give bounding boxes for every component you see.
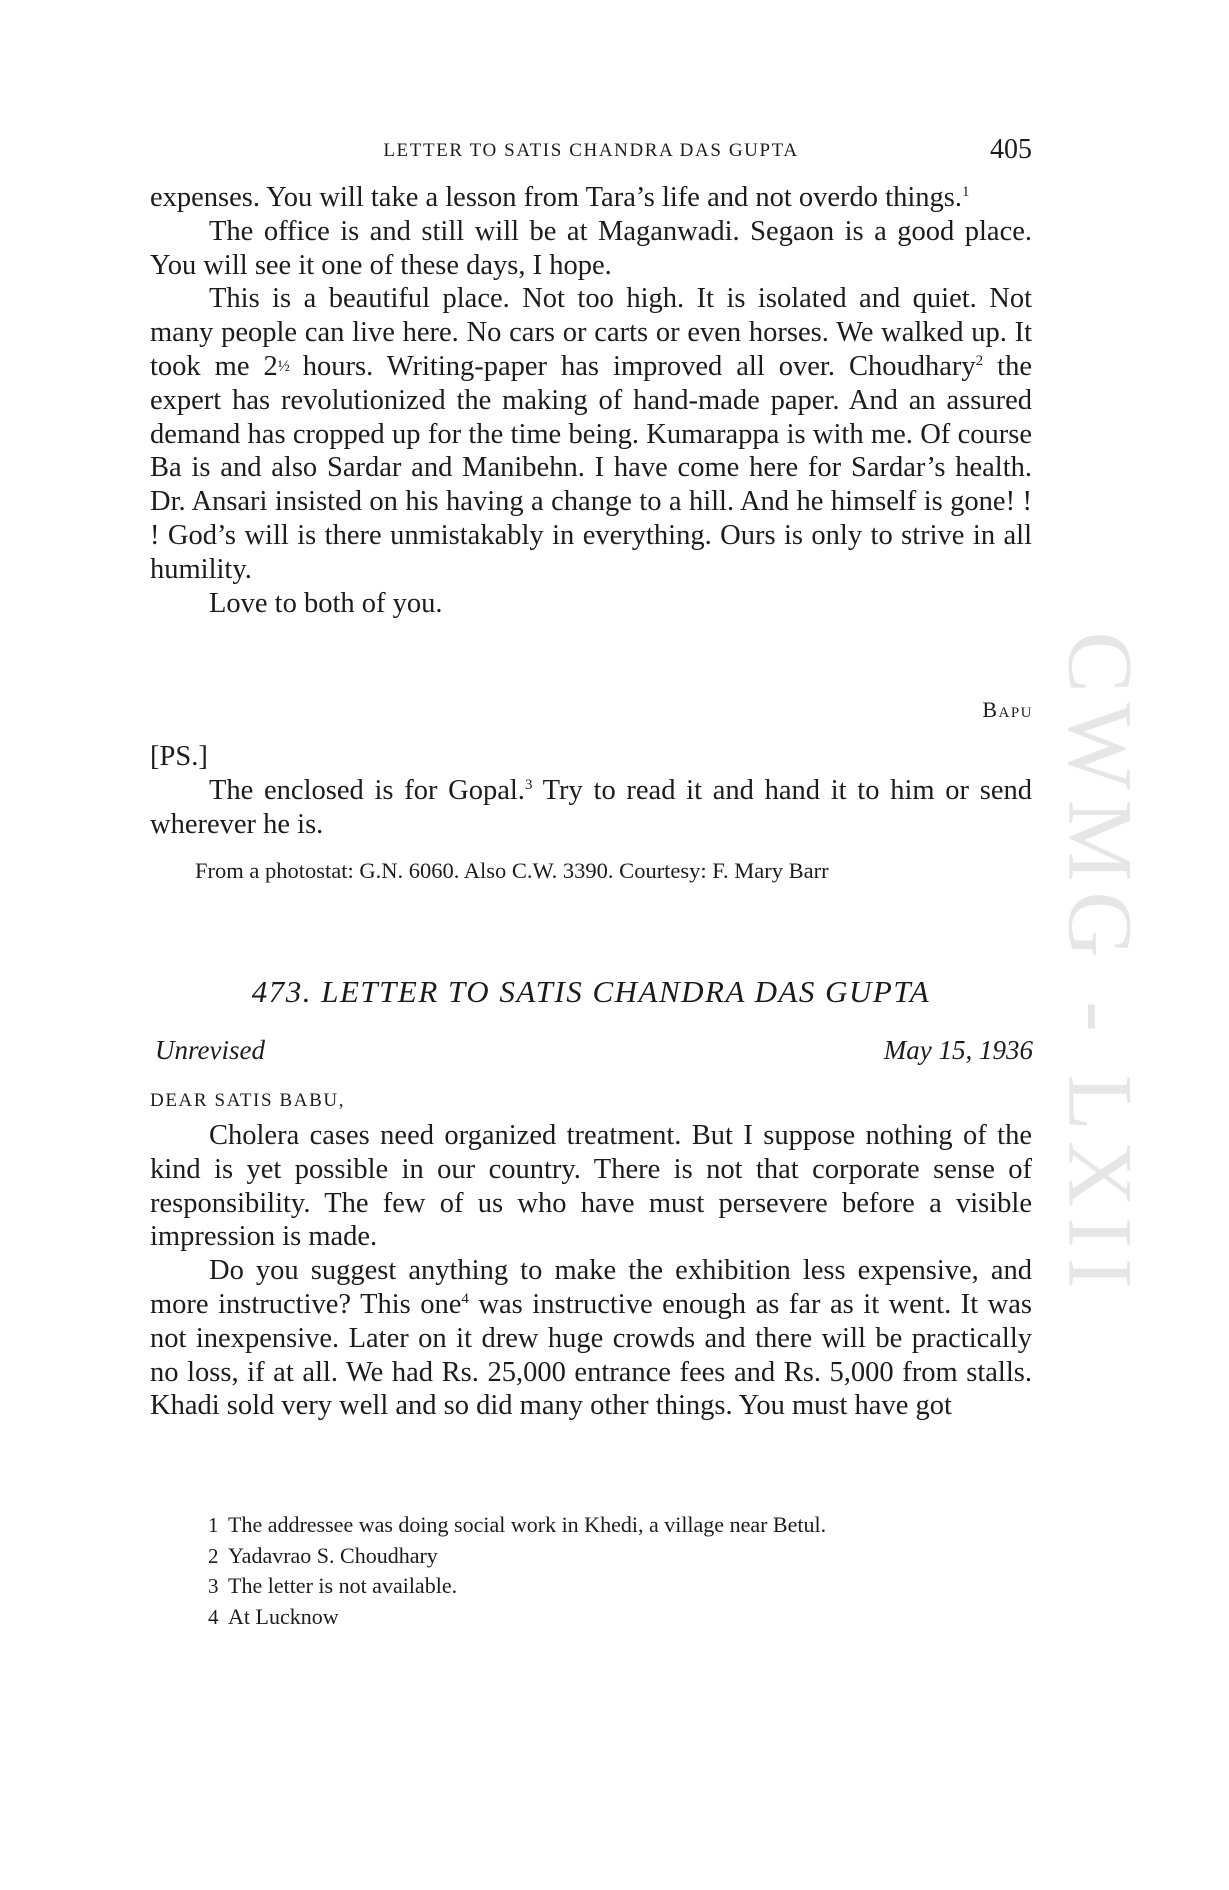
- running-title: LETTER TO SATIS CHANDRA DAS GUPTA: [383, 140, 799, 161]
- document-title: 473. LETTER TO SATIS CHANDRA DAS GUPTA: [251, 974, 931, 1009]
- letter-2-body: [150, 1119, 1032, 1423]
- letter-date: May 15, 1936: [883, 1035, 1033, 1065]
- letter-1-body: [150, 181, 1032, 620]
- watermark-text: CWMG - LXII: [1049, 631, 1151, 1299]
- text-run: Try to read it and hand it to him or send wherever he is.: [150, 774, 1032, 840]
- footnote: [208, 1510, 826, 1541]
- footnote: [208, 1571, 826, 1602]
- text-run: Love to both of you.: [209, 587, 443, 619]
- footnote: [208, 1541, 826, 1572]
- signature: Bapu: [982, 697, 1033, 722]
- revision-status: Unrevised: [155, 1035, 265, 1065]
- running-head: [150, 134, 1032, 174]
- ps-paragraph: [150, 774, 1032, 842]
- text-run: the expert has revolutionized the making of hand-made paper. And an assured demand has cropped up for the time being. Kumarappa is with me. Of course Ba is and also Sardar and Manibehn. I have come here for Sardar’s health. Dr. Ansari insisted on his having a change to a hill. And he himself is gone! ! ! God’s will is there unmistakably in everything. Ours is only to strive in all humility.: [150, 350, 1032, 585]
- footnote: [208, 1602, 826, 1633]
- salutation: DEAR SATIS BABU,: [150, 1090, 346, 1111]
- footnote-text: The letter is not available.: [228, 1573, 458, 1598]
- text-run: Cholera cases need organized treatment. But I suppose nothing of the kind is yet possible in our country. There is not that corporate sense of responsibility. The few of us who have must persevere before a visible impression is made.: [150, 1120, 1032, 1253]
- text-run: The office is and still will be at Maganwadi. Segaon is a good place. You will see it one of these days, I hope.: [150, 215, 1032, 281]
- footnote-ref: 4: [461, 1290, 469, 1307]
- footnote-mark: 1: [208, 1513, 219, 1537]
- page-number: 405: [990, 134, 1032, 165]
- paragraph: [150, 181, 1032, 215]
- paragraph: [150, 587, 1032, 621]
- footnote-mark: 2: [208, 1543, 219, 1568]
- text-run: was instructive enough as far as it went. It was not inexpensive. Later on it drew huge crowds and there will be practically no loss, if at all. We had Rs. 25,000 entrance fees and Rs. 5,000 from stalls. Khadi sold very well and so did many other things. You must have got: [150, 1288, 1032, 1422]
- paragraph: [150, 282, 1032, 586]
- paragraph: [150, 215, 1032, 283]
- paragraph: [150, 1254, 1032, 1423]
- text-run: hours. Writing-paper has improved all over. Choudhary: [288, 350, 976, 382]
- footnote-mark: 3: [208, 1574, 219, 1598]
- text-run: This is a beautiful place. Not too high. It is isolated and quiet. Not many people can live here. No cars or carts or even horses. We walked up. It took me 2: [150, 283, 1032, 382]
- text-run: Do you suggest anything to make the exhibition less expensive, and more instructive? This one: [150, 1255, 1032, 1320]
- footnote-text: Yadavrao S. Choudhary: [228, 1542, 438, 1568]
- fraction: ½: [277, 357, 289, 375]
- footnote-ref: 1: [961, 184, 970, 200]
- footnote-ref: 3: [524, 776, 533, 793]
- text-run: The enclosed is for Gopal.: [209, 774, 525, 806]
- paragraph: [150, 1119, 1032, 1254]
- footnote-text: The addressee was doing social work in Khedi, a village near Betul.: [228, 1512, 827, 1537]
- footnote-text: At Lucknow: [228, 1603, 339, 1629]
- footnote-ref: 2: [975, 352, 984, 369]
- source-note: From a photostat: G.N. 6060. Also C.W. 3390. Courtesy: F. Mary Barr: [195, 858, 829, 883]
- footnote-mark: 4: [208, 1604, 219, 1629]
- text-run: expenses. You will take a lesson from Tara’s life and not overdo things.: [150, 182, 962, 213]
- ps-label: [PS.]: [150, 741, 208, 772]
- footnotes: [208, 1510, 826, 1632]
- postscript: [150, 740, 1032, 841]
